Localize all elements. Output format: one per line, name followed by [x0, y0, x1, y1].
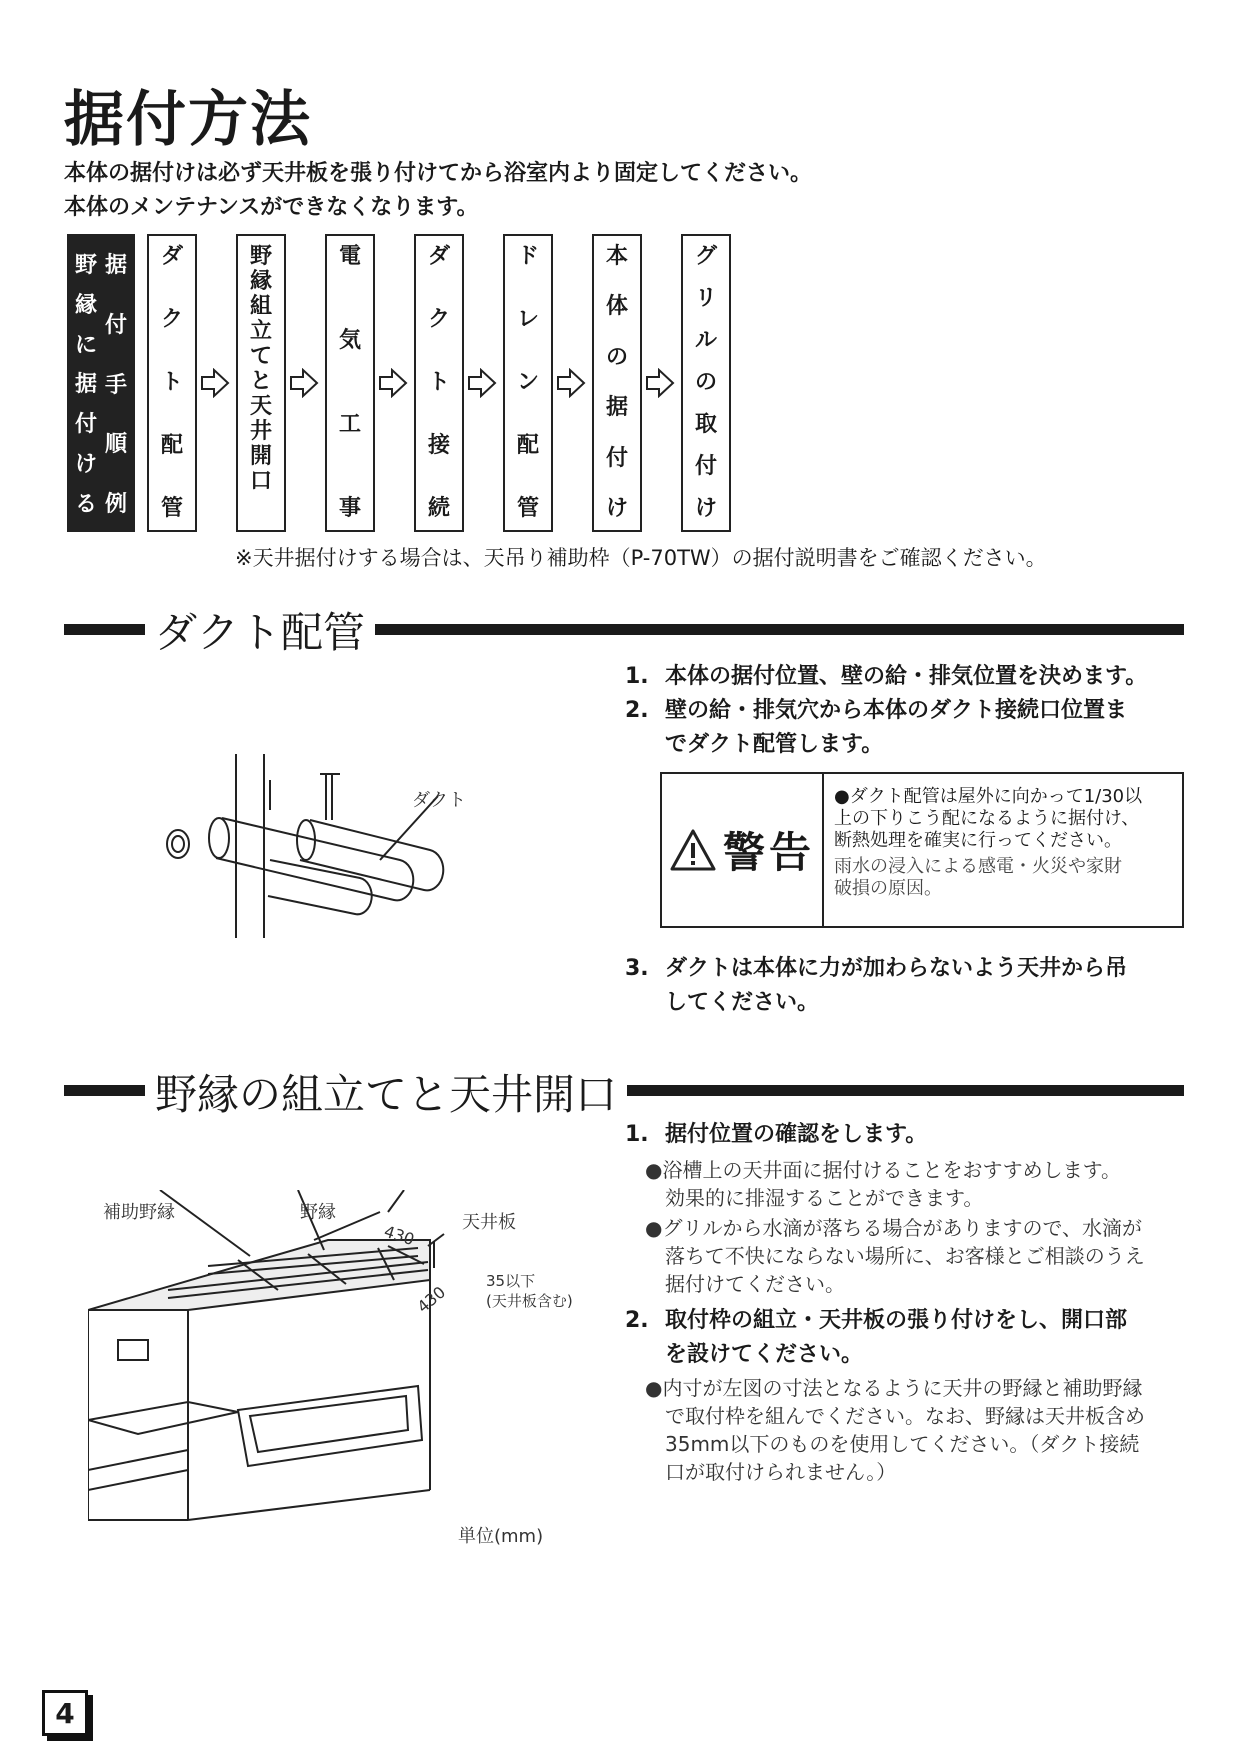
intro-line-2: 本体のメンテナンスができなくなります。: [64, 195, 479, 220]
flow-step-duct-piping: ダ ク ト 配 管: [147, 234, 197, 532]
duct-step-2: 2. 壁の給・排気穴から本体のダクト接続口位置ま でダクト配管します。: [625, 698, 1128, 757]
flow-header-box: [67, 234, 135, 532]
warning-label: 警告: [722, 828, 815, 877]
ceiling-frame-figure: [88, 1190, 588, 1530]
duct-step-3: 3. ダクトは本体に力が加わらないよう天井から吊 してください。: [625, 956, 1128, 1015]
dim-thickness: 35以下: [486, 1272, 536, 1290]
flow-arrow-icon: [467, 368, 497, 398]
frame-step-1: 1. 据付位置の確認をします。: [625, 1122, 928, 1147]
page-title: 据付方法: [64, 85, 312, 155]
flow-step-frame-assembly: 野 縁 組 立 て と 天 井 開 口: [236, 234, 286, 532]
warning-box: [660, 772, 1184, 928]
label-noen: 野縁: [300, 1202, 336, 1223]
flow-arrow-icon: [289, 368, 319, 398]
page-number: 4: [42, 1690, 88, 1736]
flow-header-char: 付: [75, 412, 98, 438]
flow-header-char: 例: [105, 492, 128, 517]
flow-step-electrical: 電 気 工 事: [325, 234, 375, 532]
warning-header: [662, 774, 824, 926]
flow-header-char: る: [75, 491, 98, 517]
frame-bullet-3: ●内寸が左図の寸法となるように天井の野縁と補助野縁 で取付枠を組んでください。なお、野縁は天井板含め 35mm以下のものを使用してください。（ダクト接続 口が取付けられません。）: [645, 1376, 1145, 1484]
flow-arrow-icon: [200, 368, 230, 398]
section-heading-frame: 野縁の組立てと天井開口: [145, 1062, 627, 1122]
dim-430-a: 430: [381, 1221, 417, 1250]
frame-bullet-1: ●浴槽上の天井面に据付けることをおすすめします。 効果的に排湿することができます。: [645, 1158, 1122, 1210]
flow-header-char: 据: [105, 253, 128, 278]
flow-step-drain: ド レ ン 配 管: [503, 234, 553, 532]
flow-header-char: に: [75, 332, 98, 358]
warning-text: ●ダクト配管は屋外に向かって1/30以 上の下りこう配になるように据付け、 断熱処理を確実に行ってください。 雨水の浸入による感電・火災や家財 破損の原因。: [834, 786, 1143, 899]
flow-arrow-icon: [556, 368, 586, 398]
flow-step-body-install: 本 体 の 据 付 け: [592, 234, 642, 532]
flow-step-grille: グ リ ル の 取 付 け: [681, 234, 731, 532]
duct-step-1: 1. 本体の据付位置、壁の給・排気位置を決めます。: [625, 664, 1148, 689]
flow-header-char: け: [75, 452, 98, 478]
dim-430-b: 430: [413, 1282, 450, 1317]
warning-triangle-icon: [669, 828, 717, 872]
flow-header-char: 順: [105, 432, 128, 458]
flow-header-char: 手: [105, 372, 128, 398]
ceiling-install-note: ※天井据付けする場合は、天吊り補助枠（P-70TW）の据付説明書をご確認ください。: [235, 546, 1047, 570]
flow-header-char: 付: [105, 312, 128, 338]
frame-step-2: 2. 取付枠の組立・天井板の張り付けをし、開口部 を設けてください。: [625, 1308, 1128, 1367]
flow-header-char: 野: [75, 253, 98, 278]
unit-label: 単位(mm): [458, 1526, 544, 1547]
duct-piping-figure: [150, 750, 510, 950]
dim-thickness-note: (天井板含む): [486, 1292, 573, 1310]
label-hojo-noen: 補助野縁: [103, 1202, 175, 1223]
flow-header-char: 縁: [75, 292, 98, 318]
flow-arrow-icon: [645, 368, 675, 398]
section-heading-duct: ダクト配管: [145, 600, 375, 660]
duct-label: ダクト: [412, 790, 466, 811]
frame-bullet-2: ●グリルから水滴が落ちる場合がありますので、水滴が 落ちて不快にならない場所に、お客様とご相談のうえ 据付けてください。: [645, 1216, 1145, 1296]
flow-header-char: 据: [75, 372, 98, 398]
label-tenjo-ita: 天井板: [462, 1212, 516, 1233]
intro-line-1: 本体の据付けは必ず天井板を張り付けてから浴室内より固定してください。: [64, 161, 813, 186]
flow-step-duct-connect: ダ ク ト 接 続: [414, 234, 464, 532]
flow-arrow-icon: [378, 368, 408, 398]
